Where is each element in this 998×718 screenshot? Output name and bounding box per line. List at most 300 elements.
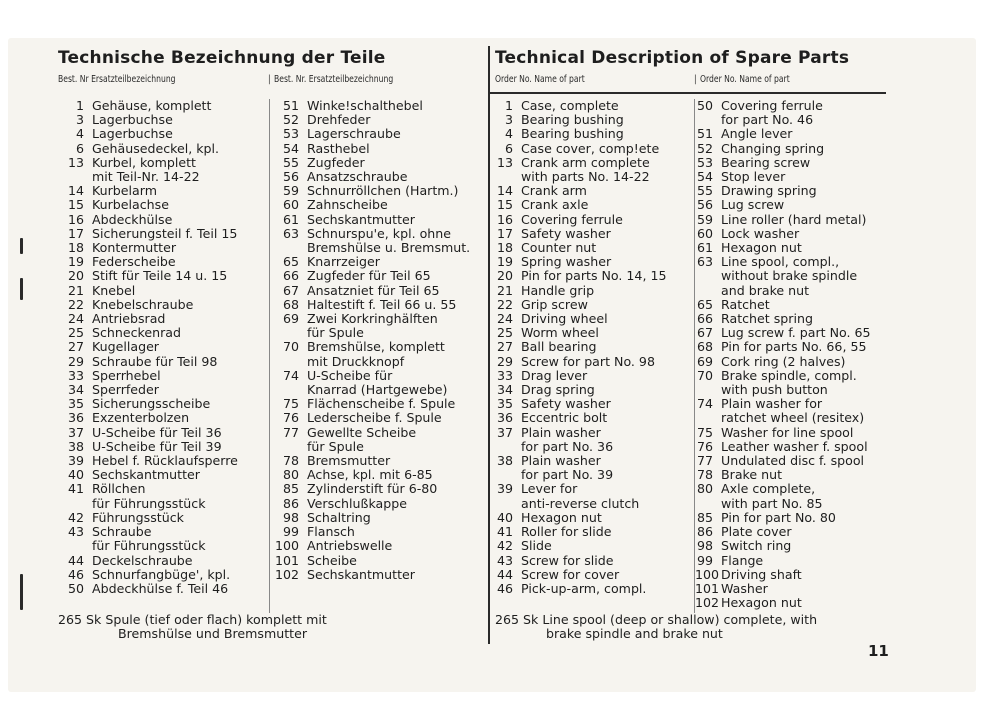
- part-row: [695, 596, 905, 610]
- part-row: [695, 298, 905, 312]
- part-number: 61: [282, 211, 299, 227]
- part-number: 51: [282, 98, 299, 113]
- part-name: Changing spring: [721, 140, 825, 156]
- part-number: 35: [496, 396, 513, 412]
- part-row: [495, 582, 695, 596]
- part-number: 78: [696, 467, 713, 483]
- german-title: Technische Bezeichnung der Teile: [58, 48, 386, 68]
- part-row: [58, 426, 268, 440]
- part-number: 65: [696, 296, 713, 312]
- part-name: Flansch: [307, 524, 355, 540]
- part-row: [273, 312, 483, 326]
- part-row: [695, 497, 905, 511]
- part-row: [495, 127, 695, 141]
- german-parts-list-1: [58, 99, 268, 596]
- english-footer-line-2: brake spindle and brake nut: [546, 626, 723, 642]
- part-number: 18: [496, 240, 513, 256]
- part-row: [58, 525, 268, 539]
- part-number: 55: [696, 183, 713, 199]
- part-number: 63: [696, 254, 713, 270]
- part-number: 59: [282, 183, 299, 199]
- part-row: [58, 355, 268, 369]
- column-divider: [269, 99, 270, 613]
- part-name: Lederscheibe f. Spule: [307, 410, 442, 426]
- part-name: Lagerschraube: [307, 126, 401, 142]
- part-name: Röllchen: [92, 481, 146, 497]
- german-footer-line-1: 265 Sk Spule (tief oder flach) komplett mit: [58, 612, 327, 627]
- part-number: 22: [496, 296, 513, 312]
- part-row: [273, 383, 483, 397]
- part-number: 102: [695, 595, 720, 611]
- part-row: [495, 99, 695, 113]
- part-number: 77: [696, 453, 713, 469]
- part-name: Hebel f. Rücklaufsperre: [92, 453, 238, 469]
- part-row: [273, 525, 483, 539]
- part-name: Brake spindle, compl.: [721, 367, 857, 383]
- part-number: 99: [696, 552, 713, 568]
- part-number: 21: [67, 282, 84, 298]
- part-name: Abdeckhülse: [92, 211, 173, 227]
- part-row: [273, 468, 483, 482]
- part-row: [695, 440, 905, 454]
- part-row: [58, 482, 268, 496]
- part-number: 24: [67, 311, 84, 327]
- part-name: Case, complete: [521, 98, 619, 113]
- part-name: Brake nut: [721, 467, 783, 483]
- part-name: Bearing bushing: [521, 112, 624, 128]
- part-number: 43: [496, 552, 513, 568]
- part-number: 42: [496, 538, 513, 554]
- part-row: [58, 255, 268, 269]
- part-row: [495, 426, 695, 440]
- english-parts-list-2: [695, 99, 905, 610]
- part-name: Switch ring: [721, 538, 792, 554]
- part-name: Driving wheel: [521, 311, 608, 327]
- part-name: Zugfeder für Teil 65: [307, 268, 431, 284]
- part-name: U-Scheibe für: [307, 367, 393, 383]
- part-row: [273, 482, 483, 496]
- part-row: [695, 383, 905, 397]
- part-name: Crank axle: [521, 197, 589, 213]
- part-row: [273, 213, 483, 227]
- part-row: [495, 156, 695, 170]
- part-row: [58, 170, 268, 184]
- part-name: Grip screw: [521, 296, 588, 312]
- part-row: [58, 284, 268, 298]
- part-row: [495, 113, 695, 127]
- part-name-continued: with part No. 85: [721, 495, 823, 511]
- part-number: 66: [696, 311, 713, 327]
- part-name-continued: Knarrad (Hartgewebe): [307, 382, 448, 398]
- part-number: 41: [67, 481, 84, 497]
- part-number: 27: [67, 339, 84, 355]
- part-name: Spring washer: [521, 254, 612, 270]
- part-number: 15: [496, 197, 513, 213]
- part-number: 101: [695, 580, 720, 596]
- part-row: [58, 497, 268, 511]
- part-number: 17: [67, 225, 84, 241]
- part-number: 36: [496, 410, 513, 426]
- part-number: 20: [67, 268, 84, 284]
- part-number: 18: [67, 240, 84, 256]
- part-row: [58, 340, 268, 354]
- part-row: [695, 255, 905, 269]
- part-row: [695, 426, 905, 440]
- part-row: [695, 582, 905, 596]
- english-footer-item: [495, 613, 817, 641]
- part-row: [695, 142, 905, 156]
- part-name: Bremshülse, komplett: [307, 339, 445, 355]
- part-name: Kurbelachse: [92, 197, 169, 213]
- part-number: 86: [282, 495, 299, 511]
- binding-stitch: [20, 278, 23, 300]
- part-name: Rasthebel: [307, 140, 370, 156]
- english-parts-list-1: [495, 99, 695, 596]
- part-number: 61: [696, 240, 713, 256]
- part-row: [273, 411, 483, 425]
- part-row: [495, 468, 695, 482]
- part-row: [58, 468, 268, 482]
- part-name: Hexagon nut: [521, 509, 602, 525]
- part-row: [695, 269, 905, 283]
- part-row: [495, 255, 695, 269]
- part-row: [273, 156, 483, 170]
- part-row: [58, 298, 268, 312]
- part-name: Washer for line spool: [721, 424, 854, 440]
- part-name: Zylinderstift für 6-80: [307, 481, 438, 497]
- part-row: [695, 284, 905, 298]
- part-number: 40: [496, 509, 513, 525]
- part-name: Achse, kpl. mit 6-85: [307, 467, 433, 483]
- part-name: Ansatzschraube: [307, 169, 408, 185]
- part-row: [695, 312, 905, 326]
- part-row: [273, 511, 483, 525]
- part-name: Leather washer f. spool: [721, 438, 868, 454]
- part-row: [58, 227, 268, 241]
- part-number: 44: [67, 552, 84, 568]
- part-row: [695, 227, 905, 241]
- part-row: [58, 383, 268, 397]
- english-column-header-1: Order No. Name of part: [495, 74, 585, 85]
- binding-stitch: [20, 574, 23, 610]
- part-row: [495, 284, 695, 298]
- part-row: [695, 355, 905, 369]
- part-name-continued: for part No. 39: [521, 467, 614, 483]
- german-footer-line-2: Bremshülse und Bremsmutter: [118, 626, 308, 642]
- part-number: 43: [67, 524, 84, 540]
- part-name: Bearing screw: [721, 154, 811, 170]
- part-name: Zwei Korkringhälften: [307, 311, 438, 327]
- part-name: Knebelschraube: [92, 296, 194, 312]
- part-number: 56: [696, 197, 713, 213]
- part-number: 100: [274, 538, 299, 554]
- part-number: 20: [496, 268, 513, 284]
- part-name: Ratchet spring: [721, 311, 813, 327]
- part-number: 50: [696, 98, 713, 113]
- part-name: Gehäusedeckel, kpl.: [92, 140, 220, 156]
- part-row: [273, 397, 483, 411]
- part-name: U-Scheibe für Teil 39: [92, 438, 222, 454]
- part-row: [495, 241, 695, 255]
- part-name-continued: Bremshülse u. Bremsmut.: [307, 240, 471, 256]
- english-footer-line-1: 265 Sk Line spool (deep or shallow) complete, with: [495, 612, 818, 627]
- part-name: Hexagon nut: [721, 240, 802, 256]
- part-number: 69: [282, 311, 299, 327]
- part-number: 52: [282, 112, 299, 128]
- part-row: [273, 539, 483, 553]
- part-row: [695, 184, 905, 198]
- part-number: 101: [274, 552, 299, 568]
- part-name: Cork ring (2 halves): [721, 353, 846, 369]
- part-name: Abdeckhülse f. Teil 46: [92, 580, 229, 596]
- part-row: [273, 127, 483, 141]
- part-row: [695, 454, 905, 468]
- part-row: [495, 355, 695, 369]
- part-row: [58, 568, 268, 582]
- part-number: 15: [67, 197, 84, 213]
- part-number: 86: [696, 524, 713, 540]
- part-name: Lug screw: [721, 197, 785, 213]
- part-row: [495, 369, 695, 383]
- part-name: Führungsstück: [92, 509, 184, 525]
- part-row: [495, 269, 695, 283]
- part-number: 34: [496, 382, 513, 398]
- part-row: [695, 568, 905, 582]
- part-row: [695, 482, 905, 496]
- part-name: Schraube: [92, 524, 152, 540]
- part-name: Stop lever: [721, 169, 786, 185]
- part-name: Schnurröllchen (Hartm.): [307, 183, 459, 199]
- part-name: Knarrzeiger: [307, 254, 380, 270]
- part-name: U-Scheibe für Teil 36: [92, 424, 222, 440]
- part-name: Lagerbuchse: [92, 126, 173, 142]
- part-number: 27: [496, 339, 513, 355]
- part-number: 29: [67, 353, 84, 369]
- part-number: 70: [282, 339, 299, 355]
- part-row: [495, 312, 695, 326]
- part-row: [695, 411, 905, 425]
- part-number: 70: [696, 367, 713, 383]
- part-row: [495, 411, 695, 425]
- part-row: [495, 482, 695, 496]
- part-row: [495, 539, 695, 553]
- part-name: Driving shaft: [721, 566, 802, 582]
- part-name-continued: ratchet wheel (resitex): [721, 410, 865, 426]
- part-number: 39: [67, 453, 84, 469]
- part-number: 4: [75, 126, 84, 142]
- part-name-continued: and brake nut: [721, 282, 810, 298]
- part-number: 54: [282, 140, 299, 156]
- part-row: [695, 213, 905, 227]
- part-name: Ball bearing: [521, 339, 597, 355]
- part-name: Screw for cover: [521, 566, 620, 582]
- part-row: [495, 170, 695, 184]
- part-name: Angle lever: [721, 126, 793, 142]
- part-number: 65: [282, 254, 299, 270]
- part-name: Verschlußkappe: [307, 495, 407, 511]
- part-number: 40: [67, 467, 84, 483]
- part-name: Drag lever: [521, 367, 588, 383]
- part-row: [495, 340, 695, 354]
- part-name: Zahnscheibe: [307, 197, 388, 213]
- part-name-continued: with push button: [721, 382, 828, 398]
- part-number: 19: [496, 254, 513, 270]
- part-number: 56: [282, 169, 299, 185]
- part-name: Drehfeder: [307, 112, 371, 128]
- part-row: [695, 525, 905, 539]
- part-number: 34: [67, 382, 84, 398]
- part-row: [273, 369, 483, 383]
- german-column-header-1: Best. Nr Ersatzteilbezeichnung: [58, 74, 176, 85]
- part-row: [273, 298, 483, 312]
- part-number: 35: [67, 396, 84, 412]
- part-number: 52: [696, 140, 713, 156]
- part-name: Sicherungsteil f. Teil 15: [92, 225, 238, 241]
- part-number: 1: [75, 98, 84, 113]
- page-number: 11: [868, 642, 889, 660]
- part-name: Lagerbuchse: [92, 112, 173, 128]
- part-number: 39: [496, 481, 513, 497]
- part-row: [58, 511, 268, 525]
- part-row: [58, 539, 268, 553]
- part-name: Schaltring: [307, 509, 371, 525]
- part-row: [695, 468, 905, 482]
- part-row: [58, 113, 268, 127]
- part-row: [495, 227, 695, 241]
- part-name: Zugfeder: [307, 154, 365, 170]
- part-row: [495, 326, 695, 340]
- part-number: 76: [696, 438, 713, 454]
- part-row: [695, 170, 905, 184]
- part-name: Line roller (hard metal): [721, 211, 867, 227]
- part-name: Sicherungsscheibe: [92, 396, 211, 412]
- part-name: Plain washer: [521, 424, 601, 440]
- part-row: [58, 312, 268, 326]
- part-name: Lug screw f. part No. 65: [721, 325, 871, 341]
- part-number: 44: [496, 566, 513, 582]
- part-number: 67: [696, 325, 713, 341]
- part-name: Crank arm complete: [521, 154, 650, 170]
- part-row: [495, 142, 695, 156]
- part-number: 54: [696, 169, 713, 185]
- part-row: [58, 198, 268, 212]
- part-row: [58, 582, 268, 596]
- part-number: 6: [75, 140, 84, 156]
- part-name: Washer: [721, 580, 768, 596]
- part-row: [58, 397, 268, 411]
- part-number: 4: [504, 126, 513, 142]
- header-rule: [490, 92, 886, 94]
- part-number: 16: [67, 211, 84, 227]
- part-row: [273, 99, 483, 113]
- english-column-header-2: | Order No. Name of part: [694, 74, 790, 85]
- part-row: [495, 298, 695, 312]
- part-number: 1: [504, 98, 513, 113]
- part-row: [495, 397, 695, 411]
- part-name: Sechskantmutter: [92, 467, 200, 483]
- part-number: 60: [696, 225, 713, 241]
- part-number: 16: [496, 211, 513, 227]
- part-row: [495, 198, 695, 212]
- part-row: [495, 440, 695, 454]
- part-number: 59: [696, 211, 713, 227]
- part-name: Crank arm: [521, 183, 587, 199]
- part-number: 63: [282, 225, 299, 241]
- part-name-continued: without brake spindle: [721, 268, 858, 284]
- part-name: Bearing bushing: [521, 126, 624, 142]
- part-row: [495, 554, 695, 568]
- part-number: 74: [282, 367, 299, 383]
- part-number: 25: [496, 325, 513, 341]
- part-row: [58, 142, 268, 156]
- part-name: Screw for part No. 98: [521, 353, 655, 369]
- part-name: Worm wheel: [521, 325, 599, 341]
- part-name-continued: with parts No. 14-22: [521, 169, 650, 185]
- part-name: Deckelschraube: [92, 552, 193, 568]
- part-row: [273, 454, 483, 468]
- part-number: 75: [282, 396, 299, 412]
- part-number: 13: [496, 154, 513, 170]
- part-name: Sperrfeder: [92, 382, 159, 398]
- part-name-continued: for part No. 36: [521, 438, 614, 454]
- part-name: Sechskantmutter: [307, 211, 415, 227]
- part-name: Pin for parts No. 66, 55: [721, 339, 867, 355]
- part-row: [495, 213, 695, 227]
- part-name: Pin for part No. 80: [721, 509, 836, 525]
- part-name: Roller for slide: [521, 524, 612, 540]
- part-name: Knebel: [92, 282, 136, 298]
- part-number: 37: [67, 424, 84, 440]
- part-number: 38: [67, 438, 84, 454]
- part-number: 46: [67, 566, 84, 582]
- part-number: 80: [282, 467, 299, 483]
- part-name: Plate cover: [721, 524, 792, 540]
- part-name: Drawing spring: [721, 183, 817, 199]
- part-row: [695, 554, 905, 568]
- part-name: Plain washer for: [721, 396, 823, 412]
- part-row: [273, 255, 483, 269]
- part-row: [495, 383, 695, 397]
- part-row: [58, 554, 268, 568]
- part-row: [695, 326, 905, 340]
- part-number: 76: [282, 410, 299, 426]
- part-row: [273, 184, 483, 198]
- part-number: 68: [696, 339, 713, 355]
- part-row: [273, 568, 483, 582]
- part-name: Winke!schalthebel: [307, 98, 423, 113]
- part-number: 33: [67, 367, 84, 383]
- part-row: [58, 454, 268, 468]
- part-number: 99: [282, 524, 299, 540]
- german-footer-item: [58, 613, 327, 641]
- part-name: Flächenscheibe f. Spule: [307, 396, 456, 412]
- part-row: [695, 156, 905, 170]
- part-name: Scheibe: [307, 552, 357, 568]
- part-name: Slide: [521, 538, 552, 554]
- part-row: [58, 440, 268, 454]
- part-number: 98: [282, 509, 299, 525]
- part-row: [58, 269, 268, 283]
- part-name: Lever for: [521, 481, 578, 497]
- part-row: [273, 355, 483, 369]
- part-row: [695, 397, 905, 411]
- part-name: Counter nut: [521, 240, 597, 256]
- part-number: 53: [696, 154, 713, 170]
- part-row: [273, 554, 483, 568]
- part-name: Schnurspu'e, kpl. ohne: [307, 225, 452, 241]
- part-name: Pin for parts No. 14, 15: [521, 268, 667, 284]
- part-number: 46: [496, 580, 513, 596]
